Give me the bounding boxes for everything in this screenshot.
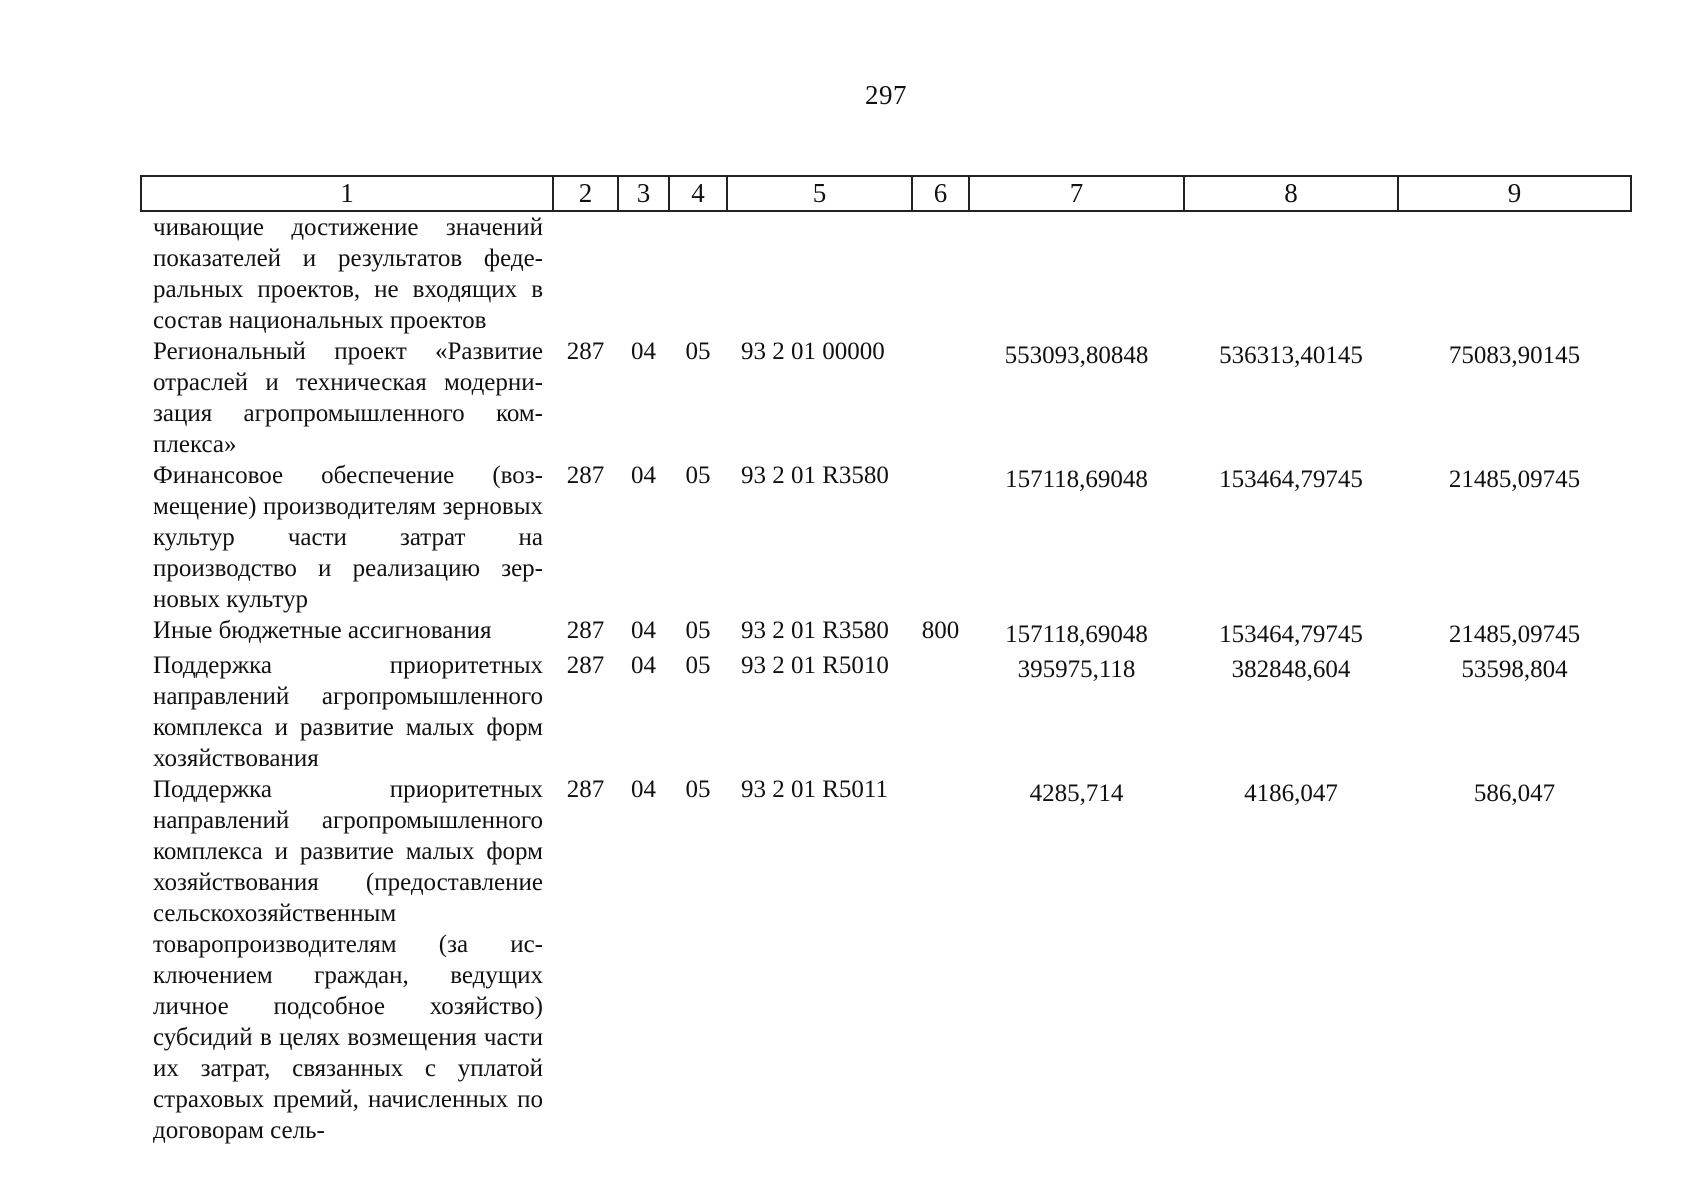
row-amount-col9: 75083,90145	[1448, 342, 1581, 369]
row-subsection-code: 05	[685, 617, 711, 644]
row-total-amount: 553093,80848	[1004, 342, 1149, 369]
row-name: Финансовое обеспечение (возмещение) производителям зерновых культур части затрат на производство и реализацию зерновых культур	[153, 462, 543, 613]
row-name: Поддержка приоритетных направлений агропромышленного комплекса и развитие малых форм хозяйствования (предоставление сельскохозяйственным товаропроизводителям (за исключением граждан, ведущих личное подсобное хозяйство) субсидий в целях возмещения части их затрат, связанных с уплатой страховых премий, начисленных по договорам сель-	[153, 776, 543, 1144]
column-header-4: 4	[669, 176, 727, 211]
row-target-article: 93 2 01 R5010	[741, 652, 889, 679]
row-expense-type	[912, 650, 969, 774]
row-amount-col8: 153464,79745	[1219, 466, 1363, 493]
row-target-article: 93 2 01 R3580	[741, 462, 889, 489]
row-amount-col9: 21485,09745	[1448, 621, 1581, 648]
row-total-amount: 395975,118	[1017, 656, 1136, 683]
column-header-8: 8	[1184, 176, 1398, 211]
row-target-article: 93 2 01 R3580	[741, 617, 889, 644]
row-name: чивающие достижение значений показателей и результатов федеральных проектов, не входящих в состав национальных проектов	[153, 214, 543, 334]
header-row	[141, 176, 1631, 211]
row-total-amount: 157118,69048	[1005, 621, 1148, 648]
budget-table	[140, 175, 1632, 1146]
row-amount-col9: 53598,804	[1461, 656, 1568, 683]
table-row	[141, 460, 1631, 615]
row-section-code: 04	[631, 617, 656, 644]
column-header-3: 3	[618, 176, 669, 211]
table-header	[141, 176, 1631, 211]
row-section-code	[618, 211, 669, 336]
row-ministry-code: 287	[566, 652, 605, 679]
row-section-code: 04	[631, 338, 656, 365]
row-target-article	[727, 211, 912, 336]
row-subsection-code: 05	[685, 462, 711, 489]
row-expense-type	[912, 211, 969, 336]
row-expense-type	[912, 336, 969, 460]
row-ministry-code: 287	[566, 338, 605, 365]
column-header-2: 2	[553, 176, 618, 211]
row-section-code: 04	[631, 776, 656, 803]
row-amount-col8: 153464,79745	[1219, 621, 1363, 648]
row-ministry-code: 287	[566, 462, 605, 489]
row-subsection-code: 05	[685, 776, 711, 803]
row-name: Иные бюджетные ассигнования	[153, 617, 492, 644]
row-amount-col9: 21485,09745	[1448, 466, 1581, 493]
row-amount-col8: 4186,047	[1244, 780, 1338, 807]
row-total-amount	[969, 211, 1184, 336]
row-amount-col8: 536313,40145	[1219, 342, 1363, 369]
row-expense-type	[912, 460, 969, 615]
table-row	[141, 615, 1631, 650]
row-subsection-code	[669, 211, 727, 336]
row-subsection-code: 05	[685, 338, 711, 365]
table-row	[141, 336, 1631, 460]
row-name: Поддержка приоритетных направлений агропромышленного комплекса и развитие малых форм хозяйствования	[153, 652, 543, 772]
row-ministry-code: 287	[566, 776, 605, 803]
table-row	[141, 211, 1631, 336]
row-target-article: 93 2 01 00000	[741, 338, 885, 365]
column-header-9: 9	[1398, 176, 1631, 211]
column-header-6: 6	[912, 176, 969, 211]
row-section-code: 04	[631, 652, 656, 679]
row-amount-col8: 382848,604	[1231, 656, 1351, 683]
row-expense-type: 800	[921, 617, 960, 644]
row-amount-col8	[1184, 211, 1398, 336]
row-name: Региональный проект «Развитие отраслей и техническая модернизация агропромышленного комплекса»	[153, 338, 543, 458]
row-ministry-code	[553, 211, 618, 336]
row-target-article: 93 2 01 R5011	[741, 776, 888, 803]
row-subsection-code: 05	[685, 652, 711, 679]
column-header-7: 7	[969, 176, 1184, 211]
row-amount-col9: 586,047	[1473, 780, 1556, 807]
table-body	[141, 211, 1631, 1146]
column-header-1: 1	[141, 176, 553, 211]
row-total-amount: 157118,69048	[1005, 466, 1148, 493]
column-header-5: 5	[727, 176, 912, 211]
row-section-code: 04	[631, 462, 656, 489]
row-amount-col9	[1398, 211, 1631, 336]
table-row	[141, 650, 1631, 774]
row-ministry-code: 287	[566, 617, 605, 644]
page-number: 297	[865, 80, 907, 110]
row-total-amount: 4285,714	[1029, 780, 1124, 807]
table-row	[141, 774, 1631, 1146]
row-expense-type	[912, 774, 969, 1146]
